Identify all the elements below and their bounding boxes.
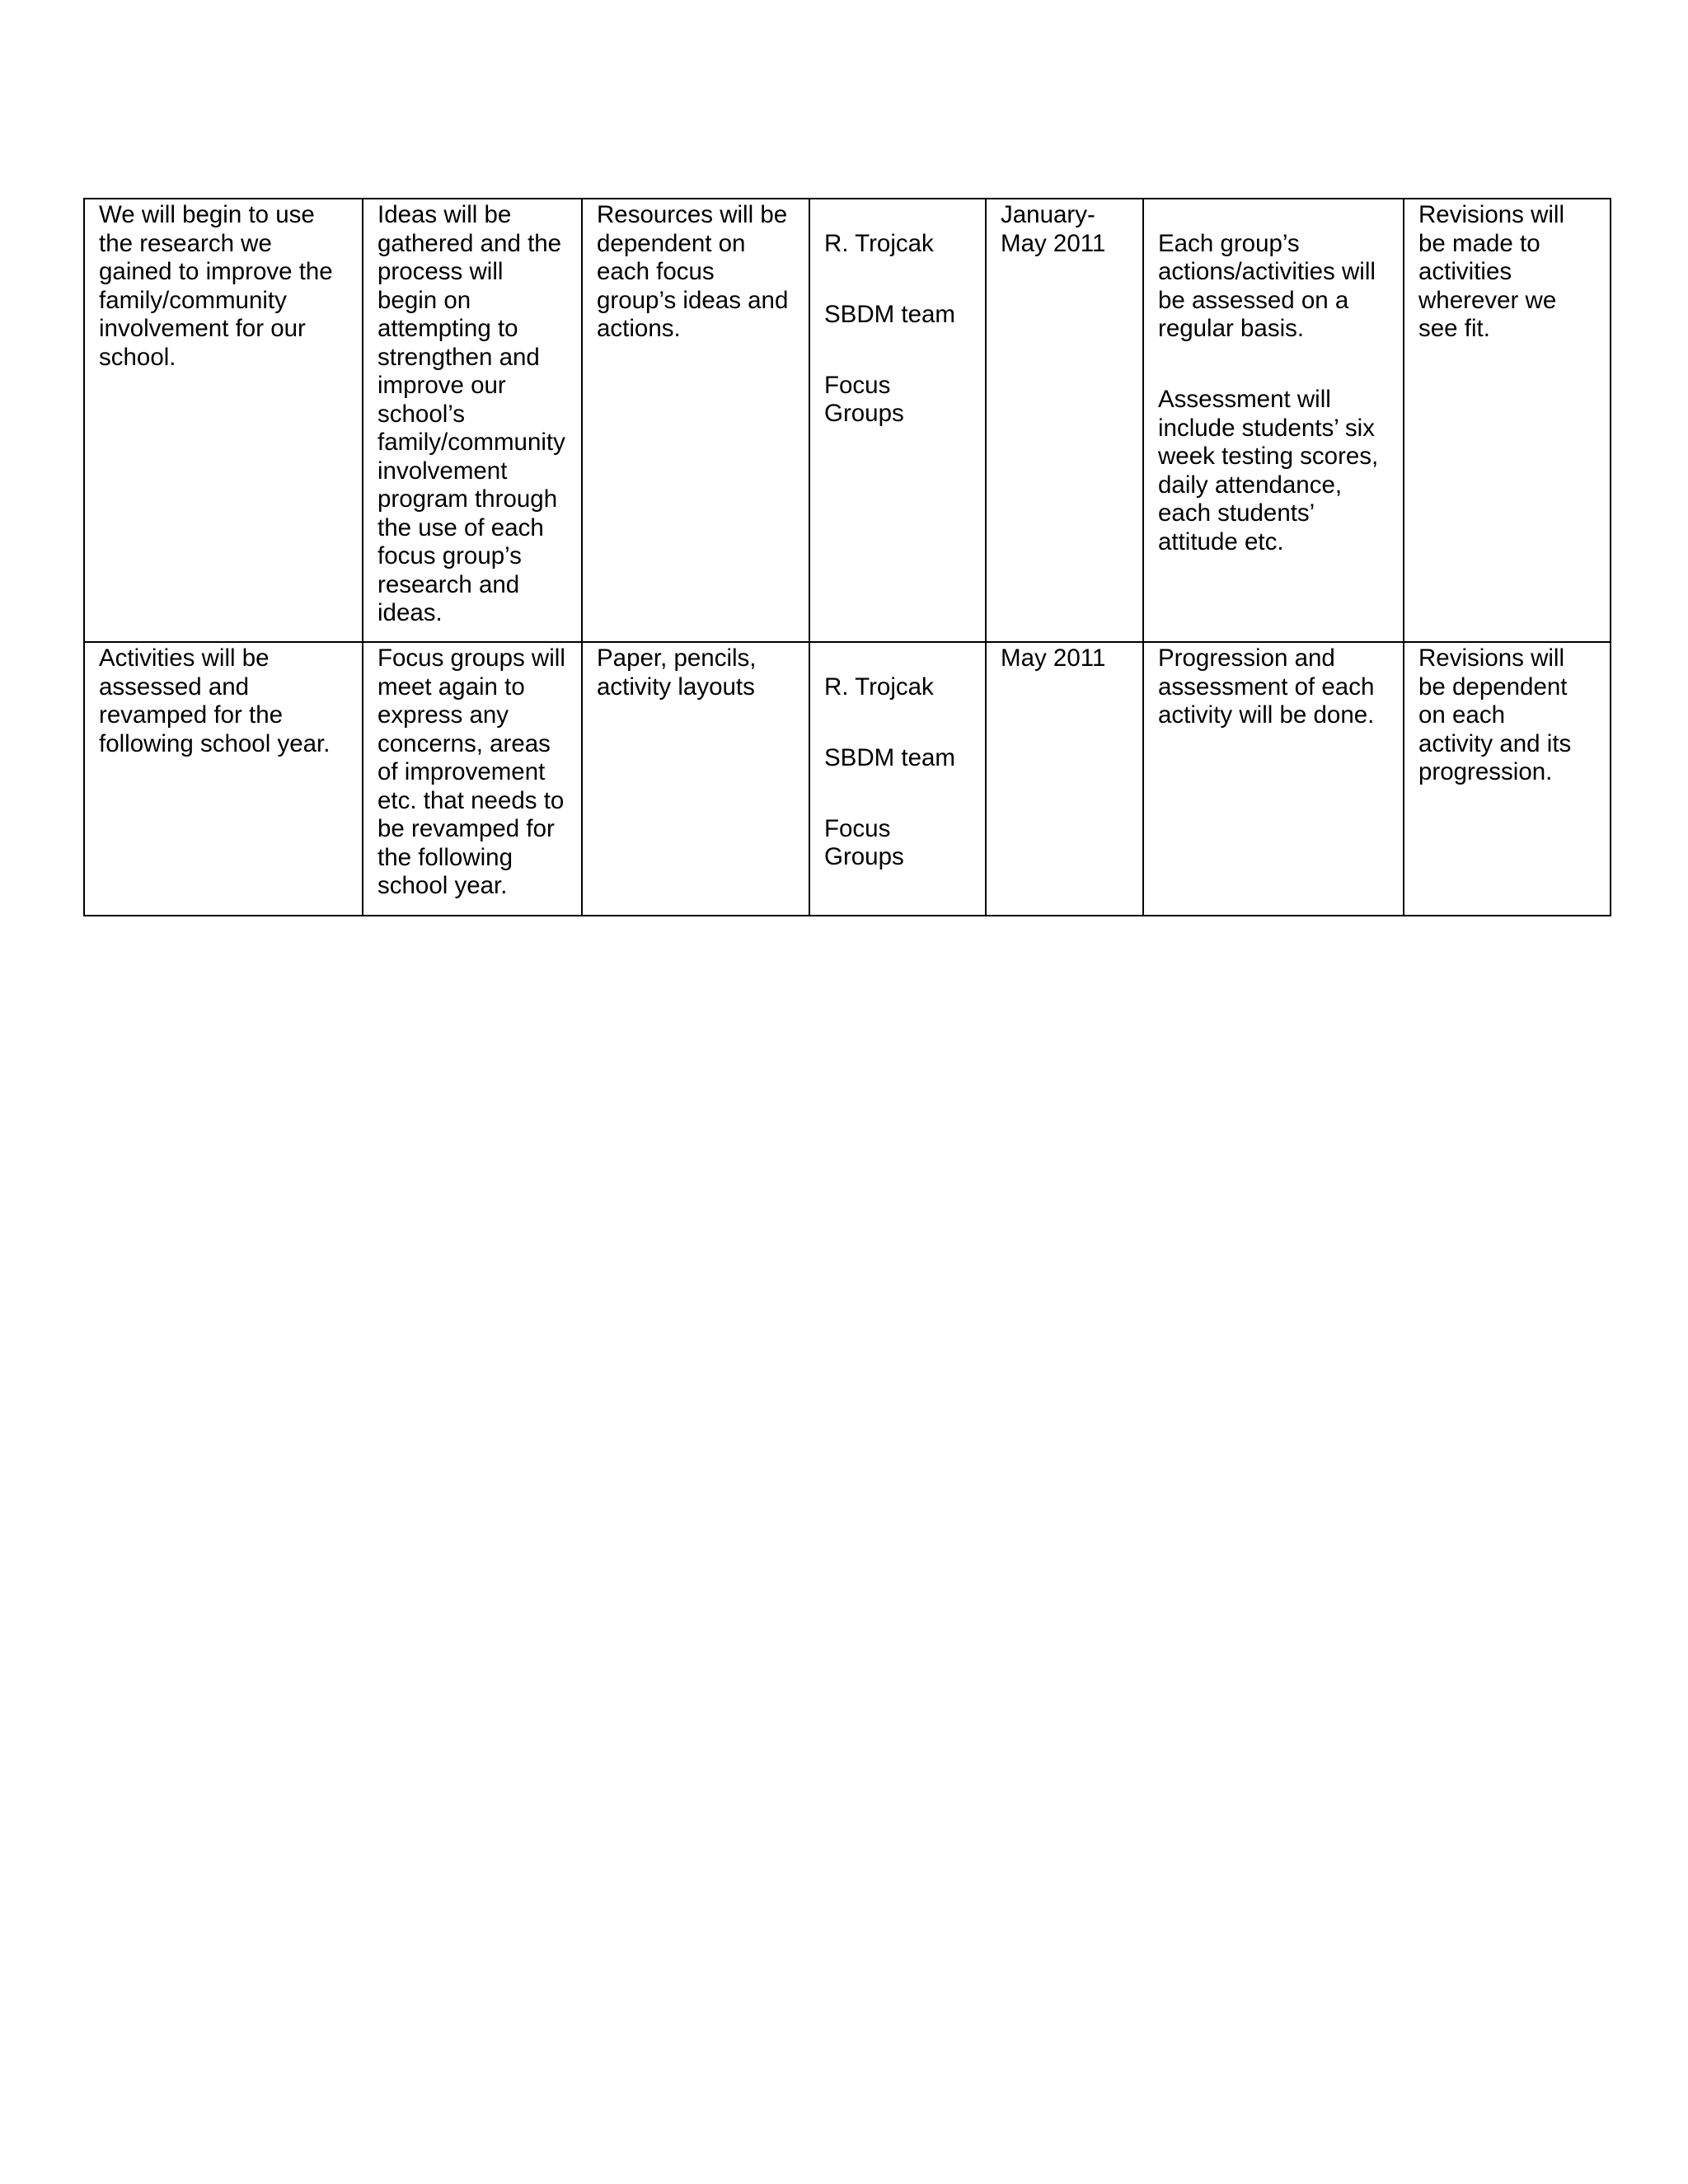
cell-text: R. Trojcak	[824, 673, 934, 701]
cell-text: Assessment will include students’ six week testing scores, daily attendance, each students’ attitude etc.	[1158, 386, 1379, 555]
cell-text: Activities will be assessed and revamped for the following school year.	[99, 644, 331, 757]
cell-text: Revisions will be made to activities wherever we see fit.	[1418, 201, 1565, 342]
strategy-cell	[363, 642, 582, 916]
responsible-cell	[809, 199, 986, 642]
cell-text: SBDM team	[824, 743, 956, 771]
responsible-cell	[809, 642, 986, 916]
table-row	[84, 642, 1611, 916]
table-row	[84, 199, 1611, 642]
resources-cell	[582, 642, 809, 916]
cell-text: R. Trojcak	[824, 229, 934, 257]
table-body	[84, 199, 1611, 916]
cell-text: Ideas will be gathered and the process will begin on attempting to strengthen and improve our school’s family/community involvement program through the use of each focus group’s research and ideas.	[377, 201, 565, 626]
cell-text: Progression and assessment of each activity will be done.	[1158, 644, 1375, 729]
strategy-cell	[363, 199, 582, 642]
cell-text: Resources will be dependent on each focus group’s ideas and actions.	[597, 201, 789, 342]
cell-text: May 2011	[1001, 644, 1106, 672]
timeline-cell	[986, 199, 1143, 642]
resources-cell	[582, 199, 809, 642]
evaluation-cell	[1143, 199, 1404, 642]
cell-text: Revisions will be dependent on each activity and its progression.	[1418, 644, 1572, 785]
cell-text: SBDM team	[824, 300, 956, 328]
revision-cell	[1404, 199, 1611, 642]
objective-cell	[84, 199, 363, 642]
cell-text: January- May 2011	[1001, 201, 1106, 257]
cell-text: Each group’s actions/activities will be assessed on a regular basis.	[1158, 229, 1376, 342]
cell-text: Paper, pencils, activity layouts	[597, 644, 757, 701]
evaluation-cell	[1143, 642, 1404, 916]
cell-text: Focus groups will meet again to express any concerns, areas of improvement etc. that needs to be revamped for the following school year.	[377, 644, 565, 899]
action-plan-table	[83, 198, 1611, 916]
objective-cell	[84, 642, 363, 916]
timeline-cell	[986, 642, 1143, 916]
cell-text: Focus Groups	[824, 371, 904, 427]
cell-text: Focus Groups	[824, 814, 904, 870]
revision-cell	[1404, 642, 1611, 916]
cell-text: We will begin to use the research we gained to improve the family/community involvement for our school.	[99, 201, 333, 371]
